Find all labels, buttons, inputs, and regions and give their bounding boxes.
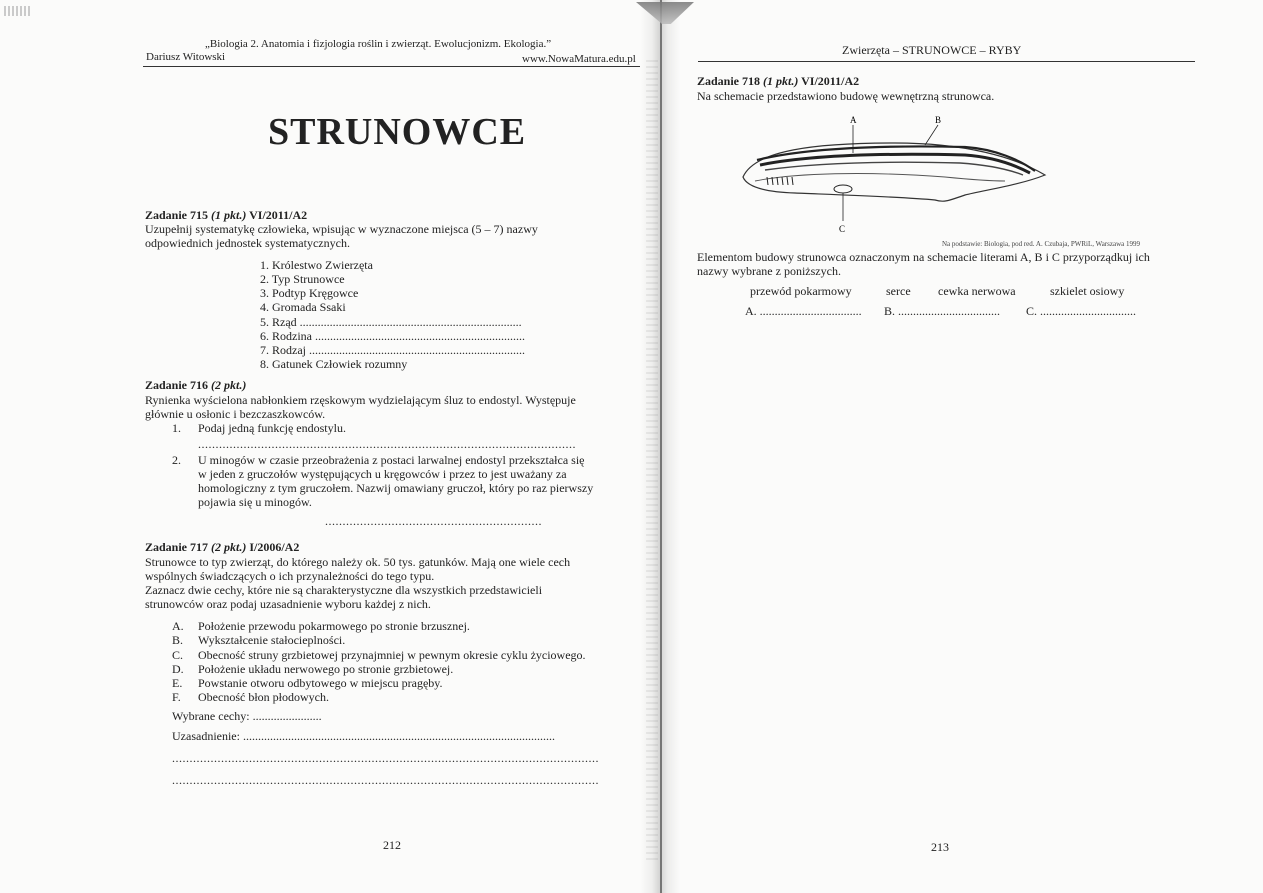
taxonomy-blank[interactable]: 6. Rodzina ...................................................................... <box>260 329 525 343</box>
answer-line[interactable]: ............................................................................................................ <box>198 437 576 451</box>
scan-mark <box>4 6 30 16</box>
option-letter[interactable]: B. <box>172 633 184 647</box>
taxonomy-item: 3. Podtyp Kręgowce <box>260 286 359 300</box>
answer-c-field[interactable]: C. ................................ <box>1026 304 1137 318</box>
task-716-heading: Zadanie 716 (2 pkt.) <box>145 378 247 392</box>
body-outline <box>743 143 1045 201</box>
answer-b-field[interactable]: B. .................................. <box>884 304 1001 318</box>
page-number-left: 212 <box>383 838 401 852</box>
label-c: C <box>839 224 846 234</box>
header-rule <box>698 61 1195 62</box>
option-letter[interactable]: D. <box>172 662 184 676</box>
option-letter[interactable]: F. <box>172 690 181 704</box>
task-717-text-3: Zaznacz dwie cechy, które nie są charakterystyczne dla wszystkich przedstawicieli <box>145 583 543 597</box>
task-718-text-3: nazwy wybrane z poniższych. <box>697 264 841 278</box>
spine-line <box>660 0 662 893</box>
leader-b <box>925 125 938 145</box>
book-title-header: „Biologia 2. Anatomia i fizjologia roślin i zwierząt. Ewolucjonizm. Ekologia.” <box>205 38 552 50</box>
website-header: www.NowaMatura.edu.pl <box>522 53 636 65</box>
page-number-right: 213 <box>931 840 949 854</box>
answer-a-field[interactable]: A. .................................. <box>745 304 862 318</box>
task-717-text-1: Strunowce to typ zwierząt, do którego należy ok. 50 tys. gatunków. Mają one wiele cech <box>145 555 571 569</box>
label-a: A <box>850 115 857 125</box>
task-717-text-4: strunowców oraz podaj uzasadnienie wyboru każdej z nich. <box>145 597 431 611</box>
task-716-text-2: głównie u osłonic i bezczaszkowców. <box>145 407 326 421</box>
question-1: Podaj jedną funkcję endostylu. <box>198 421 346 435</box>
term-option: cewka nerwowa <box>938 284 1016 298</box>
question-number: 1. <box>172 421 181 435</box>
question-2-line-3: homologiczny z tym gruczołem. Nazwij omawiany gruczoł, który po raz pierwszy <box>198 481 594 495</box>
chosen-features-field[interactable]: Wybrane cechy: ....................... <box>172 709 322 723</box>
option-text[interactable]: Położenie układu nerwowego po stronie grzbietowej. <box>198 662 454 676</box>
taxonomy-item: 1. Królestwo Zwierzęta <box>260 258 373 272</box>
notochord <box>760 154 1030 173</box>
gut <box>765 162 1023 175</box>
taxonomy-item: 4. Gromada Ssaki <box>260 300 346 314</box>
chordate-diagram <box>735 115 1055 235</box>
task-715-heading: Zadanie 715 (1 pkt.) VI/2011/A2 <box>145 208 308 222</box>
chapter-header: Zwierzęta – STRUNOWCE – RYBY <box>842 43 1022 57</box>
option-text[interactable]: Obecność struny grzbietowej przynajmniej w pewnym okresie cyklu życiowego. <box>198 648 586 662</box>
answer-line[interactable]: .......................................................................................................................... <box>172 773 599 787</box>
author-header: Dariusz Witowski <box>146 51 226 63</box>
taxonomy-blank[interactable]: 7. Rodzaj ........................................................................ <box>260 343 525 357</box>
term-option: przewód pokarmowy <box>750 284 852 298</box>
taxonomy-item: 2. Typ Strunowce <box>260 272 345 286</box>
option-text[interactable]: Wykształcenie stałocieplności. <box>198 633 346 647</box>
task-715-text-2: odpowiednich jednostek systematycznych. <box>145 236 350 250</box>
question-2-line-2: w jeden z gruczołów występujących u kręgowców i przez to jest uważany za <box>198 467 567 481</box>
gutter-shadow <box>646 60 658 860</box>
question-2-line-4: pojawia się u minogów. <box>198 495 312 509</box>
task-717-text-2: wspólnych świadczących o ich przynależności do tego typu. <box>145 569 435 583</box>
chapter-title: STRUNOWCE <box>268 111 527 153</box>
option-letter[interactable]: E. <box>172 676 183 690</box>
task-718-text-2: Elementom budowy strunowca oznaczonym na schemacie literami A, B i C przyporządkuj ich <box>697 250 1150 264</box>
header-rule <box>143 66 640 67</box>
option-text[interactable]: Powstanie otworu odbytowego w miejscu pragęby. <box>198 676 443 690</box>
taxonomy-blank[interactable]: 5. Rząd .......................................................................... <box>260 315 522 329</box>
term-option: szkielet osiowy <box>1050 284 1125 298</box>
question-2-line-1: U minogów w czasie przeobrażenia z postaci larwalnej endostyl przekształca się <box>198 453 585 467</box>
justification-field[interactable]: Uzasadnienie: ........................................................................................................ <box>172 729 555 743</box>
answer-line[interactable]: .......................................................................................................................... <box>172 751 599 765</box>
task-718-heading: Zadanie 718 (1 pkt.) VI/2011/A2 <box>697 74 860 88</box>
task-715-text-1: Uzupełnij systematykę człowieka, wpisując w wyznaczone miejsca (5 – 7) nazwy <box>145 222 538 236</box>
task-717-heading: Zadanie 717 (2 pkt.) I/2006/A2 <box>145 540 300 554</box>
answer-line[interactable]: .............................................................. <box>325 514 542 528</box>
term-option: serce <box>886 284 911 298</box>
heart <box>834 185 852 193</box>
option-letter[interactable]: A. <box>172 619 184 633</box>
task-716-text-1: Rynienka wyścielona nabłonkiem rzęskowym wydzielającym śluz to endostyl. Występuje <box>145 393 576 407</box>
taxonomy-item: 8. Gatunek Człowiek rozumny <box>260 357 408 371</box>
task-718-text-1: Na schemacie przedstawiono budowę wewnętrzną strunowca. <box>697 89 995 103</box>
figure-source: Na podstawie: Biologia, pod red. A. Czubaja, PWRiL, Warszawa 1999 <box>942 240 1140 248</box>
label-b: B <box>935 115 942 125</box>
option-text[interactable]: Obecność błon płodowych. <box>198 690 329 704</box>
question-number: 2. <box>172 453 181 467</box>
option-letter[interactable]: C. <box>172 648 184 662</box>
option-text[interactable]: Położenie przewodu pokarmowego po stronie brzusznej. <box>198 619 470 633</box>
